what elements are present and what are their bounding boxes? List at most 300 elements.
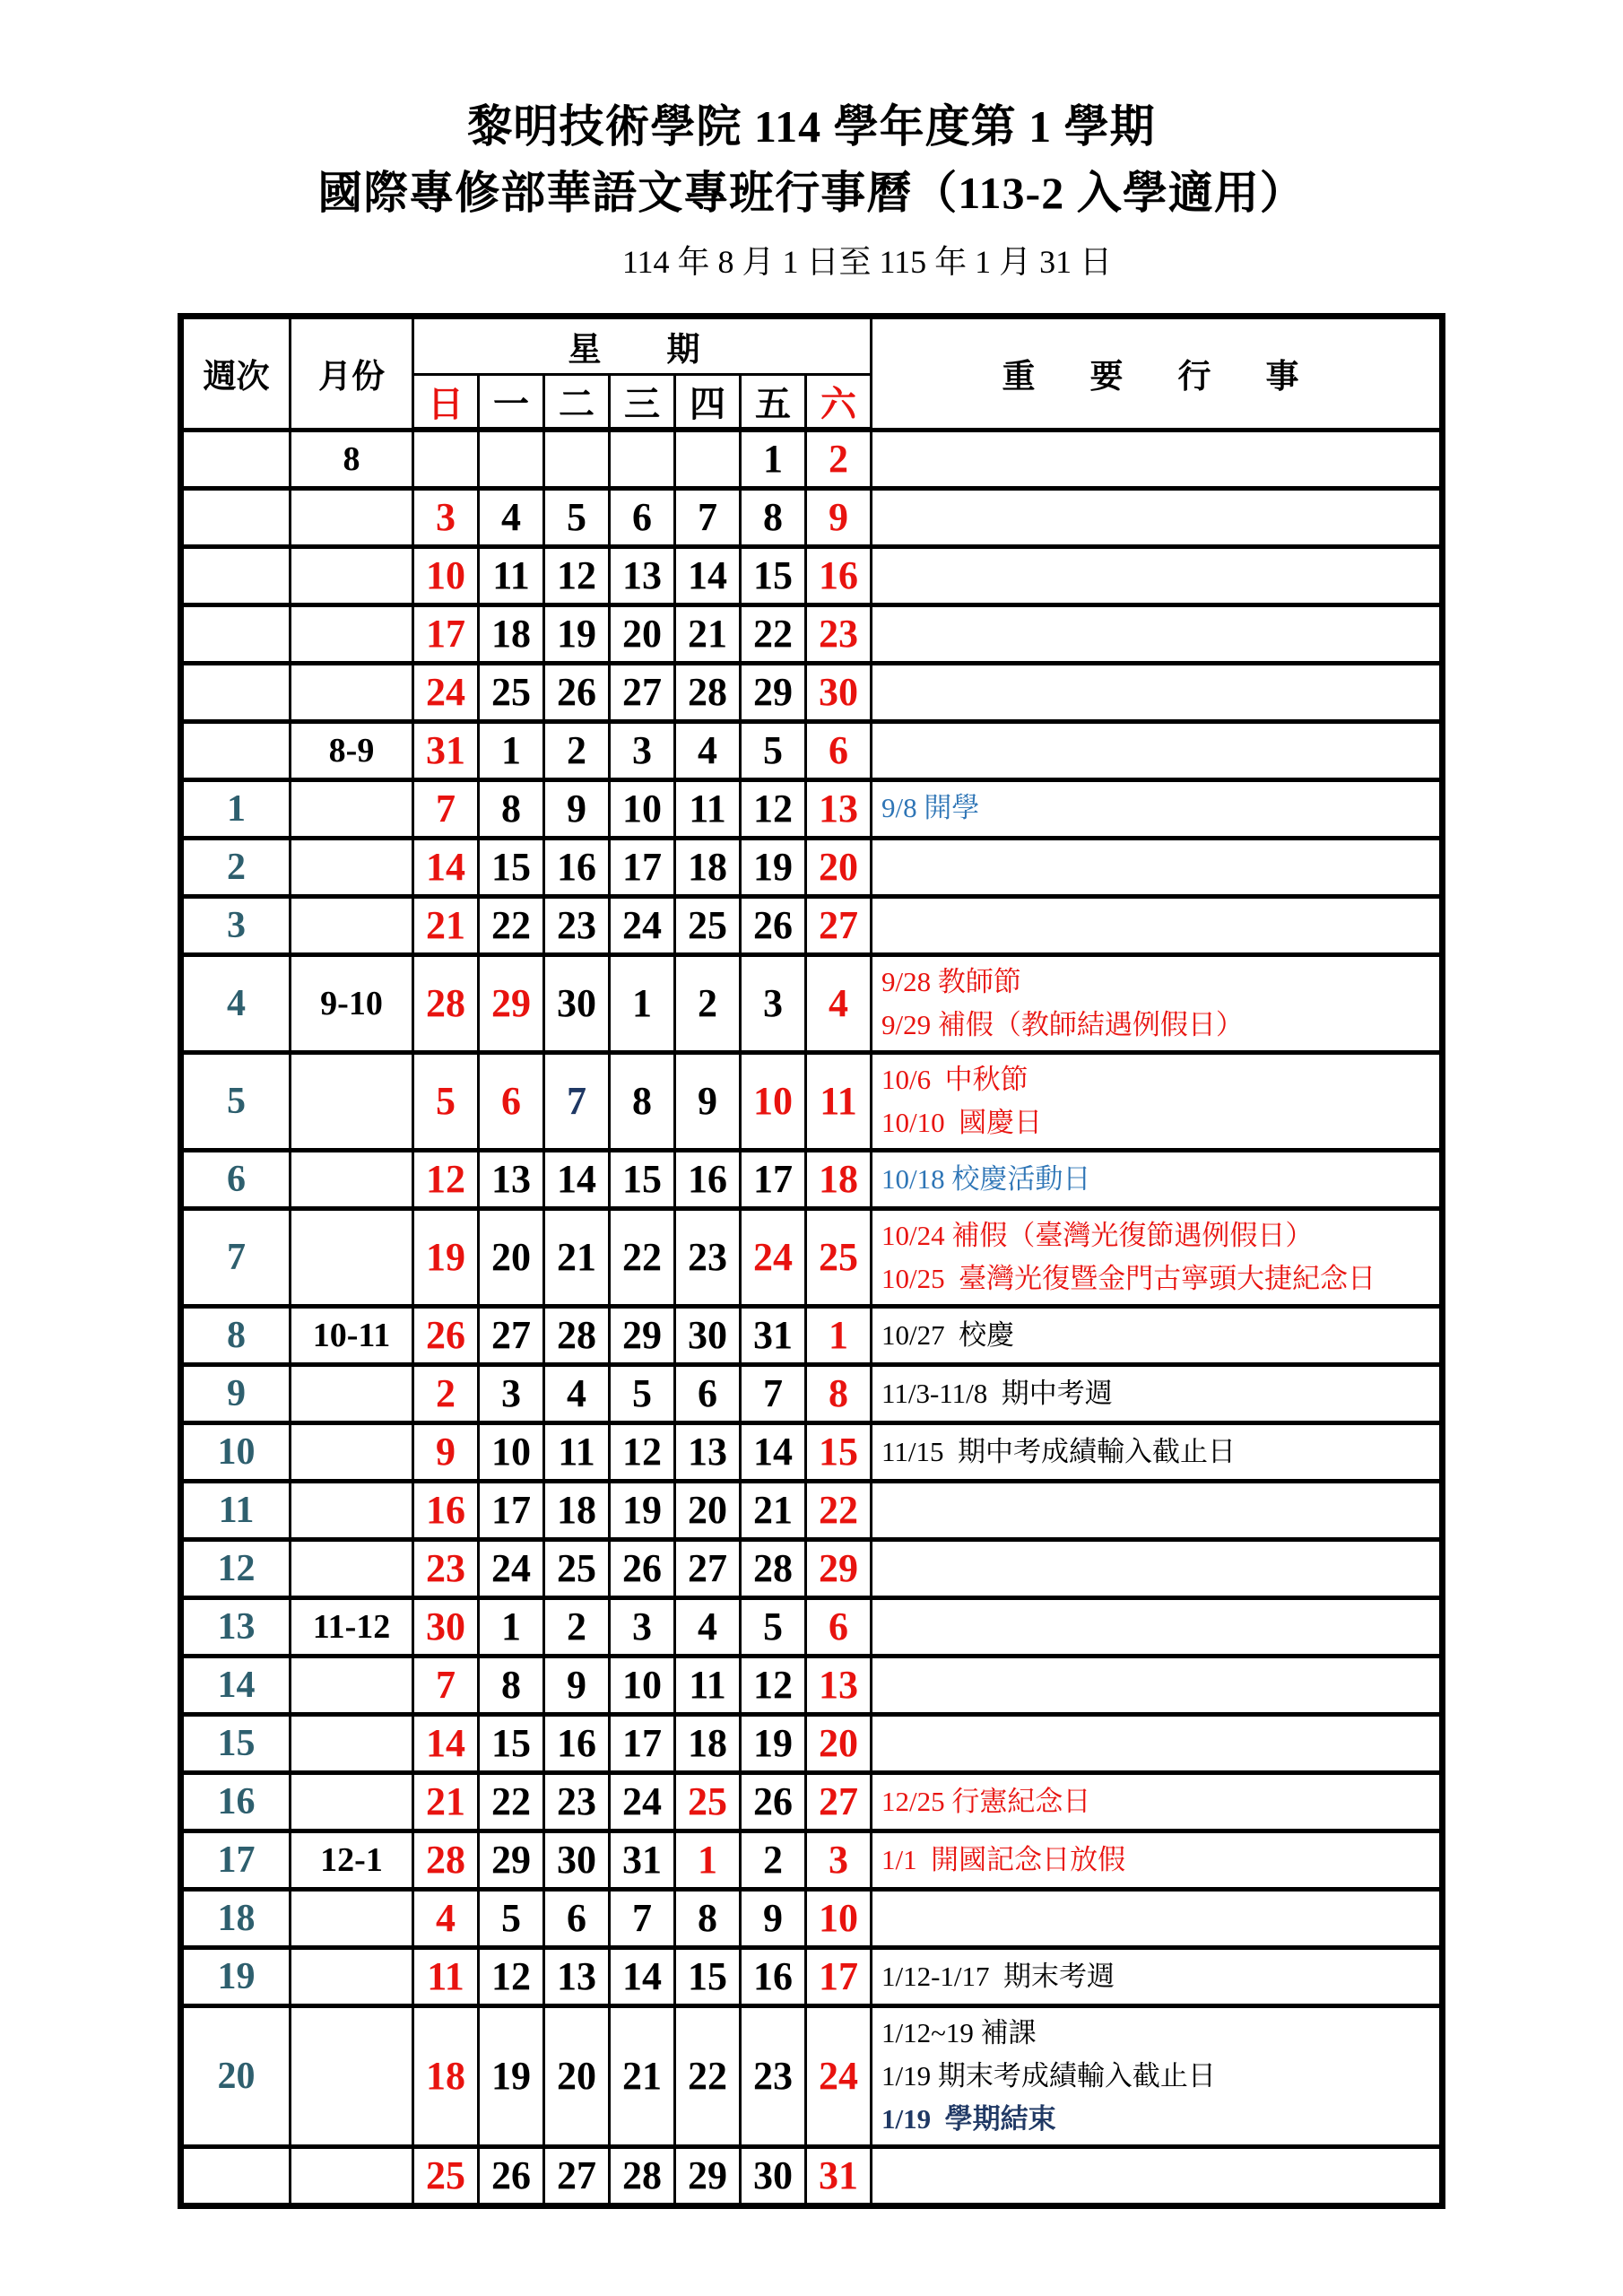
day-cell: 7 (675, 488, 741, 546)
header-dayname-六: 六 (806, 375, 872, 430)
day-cell: 1 (479, 1597, 544, 1656)
week-cell: 15 (181, 1714, 291, 1772)
month-cell (291, 1539, 413, 1597)
day-cell: 1 (675, 1831, 741, 1889)
day-cell (413, 430, 479, 488)
month-cell (291, 1150, 413, 1208)
day-cell: 6 (806, 721, 872, 779)
day-cell: 30 (741, 2146, 806, 2205)
week-cell: 9 (181, 1364, 291, 1422)
events-cell (872, 1714, 1443, 1772)
day-cell: 28 (413, 1831, 479, 1889)
day-cell: 5 (741, 721, 806, 779)
day-cell: 24 (806, 2005, 872, 2146)
day-cell: 1 (610, 954, 675, 1052)
month-cell (291, 1481, 413, 1539)
month-cell (291, 1889, 413, 1947)
day-cell: 16 (806, 546, 872, 604)
day-cell: 4 (806, 954, 872, 1052)
day-cell: 3 (610, 1597, 675, 1656)
day-cell: 24 (413, 663, 479, 721)
events-cell (872, 1208, 1443, 1306)
day-cell: 22 (610, 1208, 675, 1306)
event-line: 10/6 中秋節 (881, 1063, 1028, 1095)
header-dayname-四: 四 (675, 375, 741, 430)
events-cell (872, 838, 1443, 896)
month-cell (291, 2005, 413, 2146)
day-cell: 11 (544, 1422, 610, 1481)
table-row (181, 546, 1443, 604)
day-cell: 22 (741, 604, 806, 663)
day-cell: 18 (544, 1481, 610, 1539)
event-line: 10/10 國慶日 (881, 1106, 1043, 1138)
day-cell: 17 (610, 1714, 675, 1772)
day-cell: 10 (741, 1052, 806, 1150)
day-cell: 23 (413, 1539, 479, 1597)
events-cell (872, 1597, 1443, 1656)
day-cell: 21 (413, 1772, 479, 1831)
header-week: 週次 (181, 317, 291, 430)
day-cell: 3 (741, 954, 806, 1052)
month-cell: 10-11 (291, 1306, 413, 1364)
day-cell: 7 (413, 779, 479, 838)
day-cell: 8 (479, 779, 544, 838)
day-cell: 31 (413, 721, 479, 779)
month-cell (291, 838, 413, 896)
month-cell (291, 546, 413, 604)
event-line: 1/12-1/17 期末考週 (881, 1960, 1115, 1992)
day-cell: 12 (413, 1150, 479, 1208)
week-cell: 3 (181, 896, 291, 954)
month-cell (291, 1052, 413, 1150)
day-cell: 12 (610, 1422, 675, 1481)
day-cell: 12 (479, 1947, 544, 2005)
day-cell: 14 (741, 1422, 806, 1481)
day-cell: 2 (544, 721, 610, 779)
day-cell (479, 430, 544, 488)
day-cell: 30 (413, 1597, 479, 1656)
day-cell: 7 (610, 1889, 675, 1947)
week-cell (181, 546, 291, 604)
events-cell (872, 546, 1443, 604)
month-cell: 8 (291, 430, 413, 488)
week-cell: 6 (181, 1150, 291, 1208)
day-cell: 22 (479, 896, 544, 954)
header-events: 重 要 行 事 (872, 317, 1443, 430)
day-cell: 23 (741, 2005, 806, 2146)
table-row (181, 896, 1443, 954)
day-cell: 19 (741, 838, 806, 896)
month-cell (291, 1947, 413, 2005)
header-dayname-日: 日 (413, 375, 479, 430)
day-cell: 28 (544, 1306, 610, 1364)
events-cell (872, 1889, 1443, 1947)
day-cell: 15 (610, 1150, 675, 1208)
week-cell: 18 (181, 1889, 291, 1947)
event-line: 10/18 校慶活動日 (881, 1162, 1091, 1195)
events-cell (872, 1656, 1443, 1714)
day-cell: 3 (806, 1831, 872, 1889)
header-month: 月份 (291, 317, 413, 430)
header-dayname-一: 一 (479, 375, 544, 430)
table-row (181, 488, 1443, 546)
day-cell: 2 (544, 1597, 610, 1656)
events-cell (872, 1422, 1443, 1481)
table-row (181, 1052, 1443, 1150)
day-cell: 22 (675, 2005, 741, 2146)
day-cell: 26 (610, 1539, 675, 1597)
day-cell: 24 (610, 1772, 675, 1831)
day-cell: 14 (610, 1947, 675, 2005)
day-cell: 1 (806, 1306, 872, 1364)
day-cell: 17 (413, 604, 479, 663)
day-cell: 19 (610, 1481, 675, 1539)
table-row (181, 1306, 1443, 1364)
day-cell: 20 (479, 1208, 544, 1306)
events-cell (872, 896, 1443, 954)
day-cell: 25 (544, 1539, 610, 1597)
day-cell: 20 (544, 2005, 610, 2146)
day-cell: 4 (544, 1364, 610, 1422)
day-cell: 16 (675, 1150, 741, 1208)
title-block (0, 0, 1623, 283)
event-line: 9/29 補假（教師結遇例假日） (881, 1008, 1244, 1040)
week-cell: 2 (181, 838, 291, 896)
day-cell: 12 (741, 1656, 806, 1714)
day-cell: 31 (741, 1306, 806, 1364)
events-cell (872, 604, 1443, 663)
day-cell: 23 (806, 604, 872, 663)
day-cell: 8 (806, 1364, 872, 1422)
day-cell: 11 (675, 779, 741, 838)
day-cell: 7 (544, 1052, 610, 1150)
day-cell: 8 (675, 1889, 741, 1947)
table-row (181, 1889, 1443, 1947)
week-cell: 17 (181, 1831, 291, 1889)
day-cell: 26 (544, 663, 610, 721)
event-line: 10/24 補假（臺灣光復節遇例假日） (881, 1219, 1314, 1251)
table-row (181, 1656, 1443, 1714)
day-cell: 4 (413, 1889, 479, 1947)
day-cell: 13 (610, 546, 675, 604)
week-cell: 11 (181, 1481, 291, 1539)
table-row (181, 1364, 1443, 1422)
date-range: 114 年 8 月 1 日至 115 年 1 月 31 日 (621, 244, 1113, 280)
day-cell: 9 (675, 1052, 741, 1150)
table-row (181, 604, 1443, 663)
events-cell (872, 1364, 1443, 1422)
week-cell: 1 (181, 779, 291, 838)
event-line: 1/1 開國記念日放假 (881, 1843, 1126, 1875)
day-cell: 9 (413, 1422, 479, 1481)
day-cell: 17 (741, 1150, 806, 1208)
table-row (181, 663, 1443, 721)
day-cell: 10 (479, 1422, 544, 1481)
events-cell (872, 430, 1443, 488)
day-cell: 13 (806, 1656, 872, 1714)
events-cell (872, 663, 1443, 721)
week-cell (181, 663, 291, 721)
events-cell (872, 1481, 1443, 1539)
header-dayname-二: 二 (544, 375, 610, 430)
events-cell (872, 1306, 1443, 1364)
day-cell: 17 (806, 1947, 872, 2005)
event-line: 9/8 開學 (881, 792, 980, 824)
event-line: 1/19 學期結束 (881, 2102, 1056, 2135)
week-cell: 13 (181, 1597, 291, 1656)
week-cell: 12 (181, 1539, 291, 1597)
day-cell: 14 (413, 838, 479, 896)
day-cell: 28 (741, 1539, 806, 1597)
day-cell: 3 (413, 488, 479, 546)
table-row (181, 1831, 1443, 1889)
day-cell: 15 (479, 1714, 544, 1772)
events-cell (872, 954, 1443, 1052)
week-cell: 19 (181, 1947, 291, 2005)
day-cell: 21 (675, 604, 741, 663)
page-title-line-2: 國際專修部華語文專班行事曆（113-2 入學適用） (317, 168, 1306, 218)
day-cell: 13 (544, 1947, 610, 2005)
day-cell: 14 (675, 546, 741, 604)
week-cell: 5 (181, 1052, 291, 1150)
day-cell: 9 (544, 1656, 610, 1714)
events-cell (872, 1772, 1443, 1831)
day-cell: 29 (675, 2146, 741, 2205)
day-cell (544, 430, 610, 488)
month-cell (291, 1656, 413, 1714)
month-cell (291, 604, 413, 663)
day-cell: 27 (806, 1772, 872, 1831)
day-cell: 25 (479, 663, 544, 721)
week-cell (181, 721, 291, 779)
events-cell (872, 1831, 1443, 1889)
day-cell: 28 (675, 663, 741, 721)
day-cell: 10 (610, 779, 675, 838)
table-row (181, 430, 1443, 488)
day-cell: 16 (413, 1481, 479, 1539)
calendar-table (178, 313, 1445, 2209)
day-cell: 15 (806, 1422, 872, 1481)
month-cell (291, 779, 413, 838)
table-row (181, 779, 1443, 838)
day-cell: 5 (479, 1889, 544, 1947)
header-weekday-group: 星 期 (413, 317, 872, 375)
day-cell: 21 (741, 1481, 806, 1539)
table-row (181, 2146, 1443, 2205)
event-line: 10/25 臺灣光復暨金門古寧頭大捷紀念日 (881, 1262, 1376, 1294)
day-cell: 29 (479, 1831, 544, 1889)
day-cell: 19 (741, 1714, 806, 1772)
day-cell: 27 (610, 663, 675, 721)
day-cell: 18 (479, 604, 544, 663)
month-cell (291, 1772, 413, 1831)
day-cell: 5 (741, 1597, 806, 1656)
day-cell: 12 (741, 779, 806, 838)
event-line: 1/19 期末考成績輸入截止日 (881, 2059, 1216, 2092)
day-cell: 12 (544, 546, 610, 604)
month-cell (291, 1714, 413, 1772)
event-line: 10/27 校慶 (881, 1318, 1015, 1351)
day-cell: 14 (413, 1714, 479, 1772)
day-cell: 7 (741, 1364, 806, 1422)
day-cell: 13 (479, 1150, 544, 1208)
month-cell (291, 1422, 413, 1481)
header-row-1 (181, 317, 1443, 375)
week-cell: 8 (181, 1306, 291, 1364)
day-cell: 19 (479, 2005, 544, 2146)
month-cell: 9-10 (291, 954, 413, 1052)
day-cell: 18 (675, 1714, 741, 1772)
day-cell: 10 (806, 1889, 872, 1947)
day-cell: 6 (479, 1052, 544, 1150)
month-cell: 8-9 (291, 721, 413, 779)
day-cell: 23 (544, 1772, 610, 1831)
month-cell (291, 1208, 413, 1306)
day-cell: 11 (479, 546, 544, 604)
table-row (181, 1422, 1443, 1481)
day-cell: 29 (741, 663, 806, 721)
day-cell: 25 (675, 1772, 741, 1831)
table-row (181, 1947, 1443, 2005)
day-cell: 4 (675, 721, 741, 779)
day-cell: 9 (544, 779, 610, 838)
day-cell: 8 (479, 1656, 544, 1714)
day-cell: 25 (806, 1208, 872, 1306)
day-cell: 6 (806, 1597, 872, 1656)
week-cell (181, 488, 291, 546)
day-cell: 10 (413, 546, 479, 604)
day-cell: 25 (675, 896, 741, 954)
week-cell: 14 (181, 1656, 291, 1714)
events-cell (872, 1052, 1443, 1150)
day-cell: 16 (741, 1947, 806, 2005)
day-cell: 30 (806, 663, 872, 721)
day-cell: 5 (610, 1364, 675, 1422)
month-cell (291, 2146, 413, 2205)
week-cell: 7 (181, 1208, 291, 1306)
day-cell: 15 (479, 838, 544, 896)
day-cell: 30 (544, 954, 610, 1052)
table-row (181, 1714, 1443, 1772)
event-line: 9/28 教師節 (881, 965, 1021, 997)
header-dayname-三: 三 (610, 375, 675, 430)
day-cell: 19 (544, 604, 610, 663)
table-row (181, 1481, 1443, 1539)
day-cell: 5 (413, 1052, 479, 1150)
day-cell: 30 (544, 1831, 610, 1889)
day-cell: 20 (675, 1481, 741, 1539)
table-row (181, 1539, 1443, 1597)
day-cell: 3 (479, 1364, 544, 1422)
week-cell (181, 2146, 291, 2205)
day-cell: 15 (741, 546, 806, 604)
day-cell: 21 (610, 2005, 675, 2146)
day-cell: 16 (544, 1714, 610, 1772)
day-cell: 7 (413, 1656, 479, 1714)
month-cell (291, 1364, 413, 1422)
month-cell (291, 663, 413, 721)
day-cell: 8 (610, 1052, 675, 1150)
day-cell: 4 (675, 1597, 741, 1656)
day-cell: 28 (413, 954, 479, 1052)
day-cell: 2 (806, 430, 872, 488)
week-cell: 10 (181, 1422, 291, 1481)
day-cell: 26 (741, 896, 806, 954)
month-cell (291, 488, 413, 546)
day-cell: 11 (413, 1947, 479, 2005)
day-cell: 3 (610, 721, 675, 779)
day-cell: 29 (610, 1306, 675, 1364)
day-cell: 15 (675, 1947, 741, 2005)
day-cell: 9 (806, 488, 872, 546)
day-cell: 27 (544, 2146, 610, 2205)
day-cell: 20 (806, 1714, 872, 1772)
day-cell: 18 (413, 2005, 479, 2146)
events-cell (872, 721, 1443, 779)
day-cell: 29 (479, 954, 544, 1052)
day-cell: 26 (413, 1306, 479, 1364)
day-cell: 16 (544, 838, 610, 896)
table-row (181, 1208, 1443, 1306)
day-cell: 20 (610, 604, 675, 663)
table-row (181, 2005, 1443, 2146)
day-cell: 19 (413, 1208, 479, 1306)
day-cell: 20 (806, 838, 872, 896)
table-row (181, 1597, 1443, 1656)
month-cell: 11-12 (291, 1597, 413, 1656)
events-cell (872, 1947, 1443, 2005)
week-cell: 20 (181, 2005, 291, 2146)
week-cell (181, 604, 291, 663)
day-cell: 2 (413, 1364, 479, 1422)
day-cell: 30 (675, 1306, 741, 1364)
event-line: 1/12~19 補課 (881, 2016, 1037, 2048)
day-cell: 26 (741, 1772, 806, 1831)
day-cell: 21 (413, 896, 479, 954)
month-cell: 12-1 (291, 1831, 413, 1889)
day-cell: 4 (479, 488, 544, 546)
day-cell: 18 (675, 838, 741, 896)
day-cell: 5 (544, 488, 610, 546)
day-cell: 23 (544, 896, 610, 954)
day-cell: 28 (610, 2146, 675, 2205)
day-cell: 1 (479, 721, 544, 779)
day-cell: 26 (479, 2146, 544, 2205)
day-cell: 27 (806, 896, 872, 954)
day-cell: 11 (806, 1052, 872, 1150)
table-row (181, 1150, 1443, 1208)
day-cell: 1 (741, 430, 806, 488)
day-cell: 14 (544, 1150, 610, 1208)
events-cell (872, 488, 1443, 546)
events-cell (872, 2005, 1443, 2146)
table-row (181, 1772, 1443, 1831)
day-cell: 13 (675, 1422, 741, 1481)
day-cell: 6 (610, 488, 675, 546)
event-line: 11/15 期中考成績輸入截止日 (881, 1435, 1236, 1467)
day-cell: 31 (806, 2146, 872, 2205)
events-cell (872, 2146, 1443, 2205)
day-cell: 31 (610, 1831, 675, 1889)
day-cell: 13 (806, 779, 872, 838)
event-line: 12/25 行憲紀念日 (881, 1785, 1091, 1817)
day-cell: 22 (479, 1772, 544, 1831)
day-cell: 24 (610, 896, 675, 954)
week-cell (181, 430, 291, 488)
day-cell: 21 (544, 1208, 610, 1306)
day-cell: 2 (741, 1831, 806, 1889)
day-cell: 17 (610, 838, 675, 896)
